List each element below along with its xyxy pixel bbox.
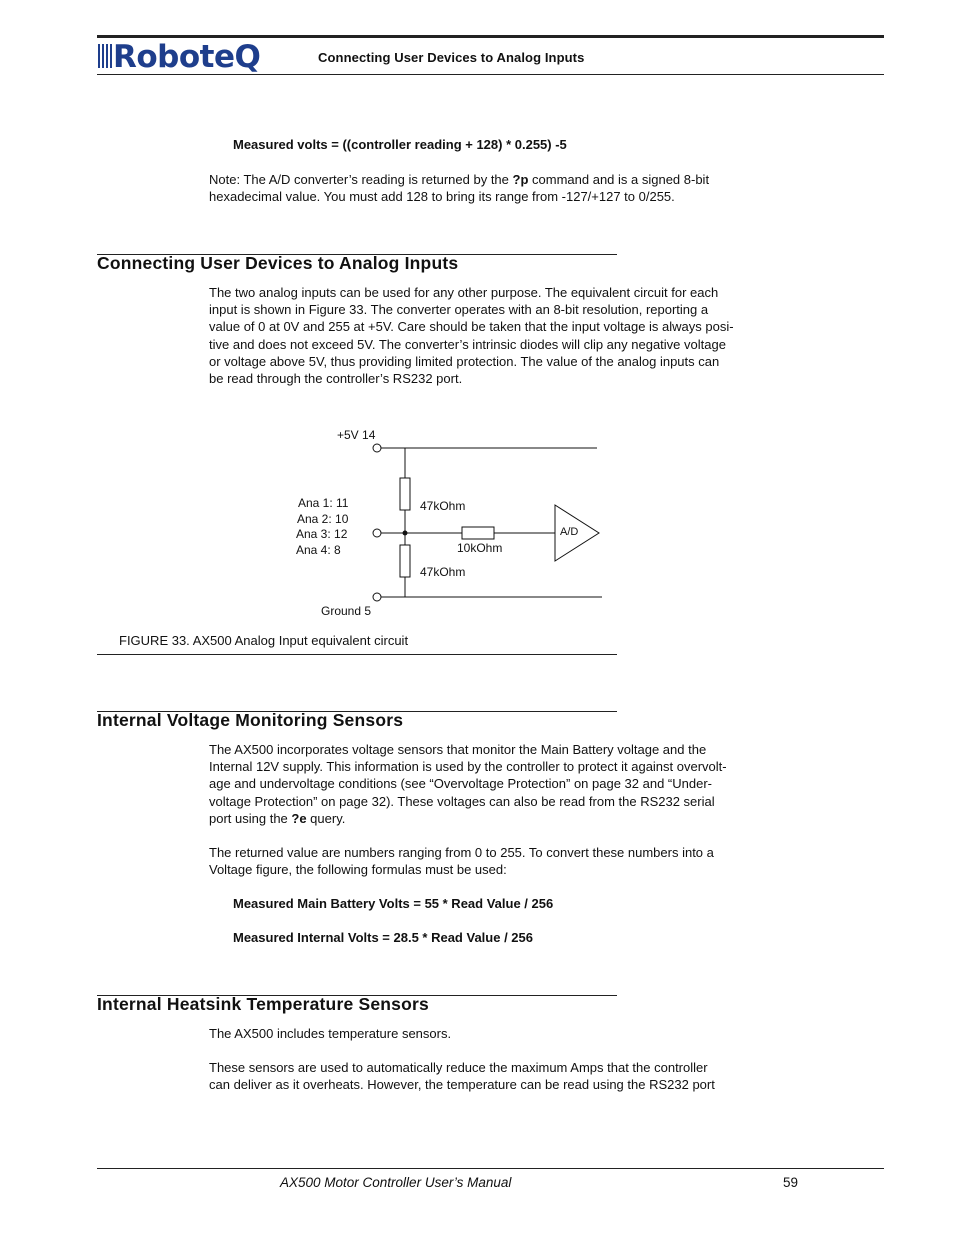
paragraph-line: The AX500 incorporates voltage sensors that monitor the Main Battery voltage and the — [209, 742, 707, 757]
note-text-start: Note: The A/D converter’s reading is returned by the — [209, 172, 513, 187]
figure-caption: FIGURE 33. AX500 Analog Input equivalent circuit — [119, 633, 409, 648]
paragraph-line: be read through the controller’s RS232 port. — [209, 371, 463, 387]
pin-ground-terminal — [373, 593, 381, 601]
label-res-bottom: 47kOhm — [420, 565, 466, 579]
analog-input-circuit-diagram — [280, 420, 620, 630]
paragraph-line: age and undervoltage conditions (see “Overvoltage Protection” on page 32 and “Under- — [209, 776, 712, 792]
junction-dot — [403, 531, 408, 536]
paragraph-line: input is shown in Figure 33. The converter operates with an 8-bit resolution, reporting a — [209, 302, 709, 318]
paragraph-line: voltage Protection” on page 32). These voltages can also be read from the RS232 serial — [209, 793, 715, 809]
footer-page-number: 59 — [783, 1175, 799, 1190]
pin-5v-terminal — [373, 444, 381, 452]
label-5v-pin: +5V 14 — [337, 428, 376, 442]
label-ana3: Ana 3: 12 — [296, 527, 348, 541]
resistor-bottom — [400, 545, 410, 577]
paragraph-line: The two analog inputs can be used for any other purpose. The equivalent circuit for each — [209, 285, 719, 300]
label-ground-pin: Ground 5 — [321, 604, 372, 618]
label-ana2: Ana 2: 10 — [297, 512, 349, 526]
resistor-top — [400, 478, 410, 510]
header-title: Connecting User Devices to Analog Inputs — [318, 50, 585, 65]
internal-volts-formula: Measured Internal Volts = 28.5 * Read Value / 256 — [233, 930, 533, 945]
header-bottom-rule — [97, 74, 884, 75]
note-command-p: ?p — [512, 172, 529, 187]
heatsink-paragraph-1: The AX500 includes temperature sensors. — [209, 1026, 452, 1041]
paragraph-line: or voltage above 5V, thus providing limited protection. The value of the analog inputs can — [209, 353, 720, 369]
query-command-e: ?e — [291, 810, 307, 826]
footer-manual-title: AX500 Motor Controller User’s Manual — [280, 1175, 512, 1190]
section-title-analog: Connecting User Devices to Analog Inputs — [97, 253, 459, 273]
section-title-voltage: Internal Voltage Monitoring Sensors — [97, 710, 404, 730]
label-res-series: 10kOhm — [457, 541, 503, 555]
query-text-end: query. — [306, 810, 346, 826]
svg-text:RoboteQ: RoboteQ — [113, 39, 261, 74]
label-res-top: 47kOhm — [420, 499, 466, 513]
paragraph-line: can deliver as it overheats. However, the temperature can be read using the RS232 port — [209, 1077, 715, 1093]
voltage-paragraph-1 — [209, 741, 809, 827]
note-text-end: command and is a signed 8-bit — [528, 172, 710, 187]
label-ana4: Ana 4: 8 — [296, 543, 341, 557]
footer-rule — [97, 1168, 884, 1169]
note-line-2: hexadecimal value. You must add 128 to bring its range from -127/+127 to 0/255. — [209, 189, 675, 205]
paragraph-line: tive and does not exceed 5V. The converter’s intrinsic diodes will clip any negative voltage — [209, 336, 726, 352]
adc-note — [209, 171, 789, 205]
paragraph-line: value of 0 at 0V and 255 at +5V. Care should be taken that the input voltage is always posi- — [209, 319, 734, 335]
label-adc: A/D — [560, 526, 579, 538]
heatsink-paragraph-2 — [209, 1059, 809, 1093]
paragraph-line: Internal 12V supply. This information is used by the controller to protect it against overvolt- — [209, 759, 727, 775]
paragraph-line: The returned value are numbers ranging from 0 to 255. To convert these numbers into a — [209, 845, 714, 860]
pin-analog-terminal — [373, 529, 381, 537]
section-title-heatsink: Internal Heatsink Temperature Sensors — [97, 994, 429, 1014]
query-text-start: port using the — [209, 810, 292, 826]
resistor-series — [462, 527, 494, 539]
adc-formula: Measured volts = ((controller reading + 128) * 0.255) -5 — [233, 137, 567, 152]
figure-bottom-rule — [97, 654, 617, 655]
paragraph-line: Voltage figure, the following formulas must be used: — [209, 862, 507, 878]
roboteq-logo — [98, 38, 273, 74]
paragraph-line: These sensors are used to automatically reduce the maximum Amps that the controller — [209, 1060, 708, 1075]
main-battery-formula: Measured Main Battery Volts = 55 * Read Value / 256 — [233, 896, 554, 911]
label-ana1: Ana 1: 11 — [298, 496, 349, 510]
voltage-paragraph-2 — [209, 844, 809, 878]
analog-paragraph — [209, 284, 809, 387]
